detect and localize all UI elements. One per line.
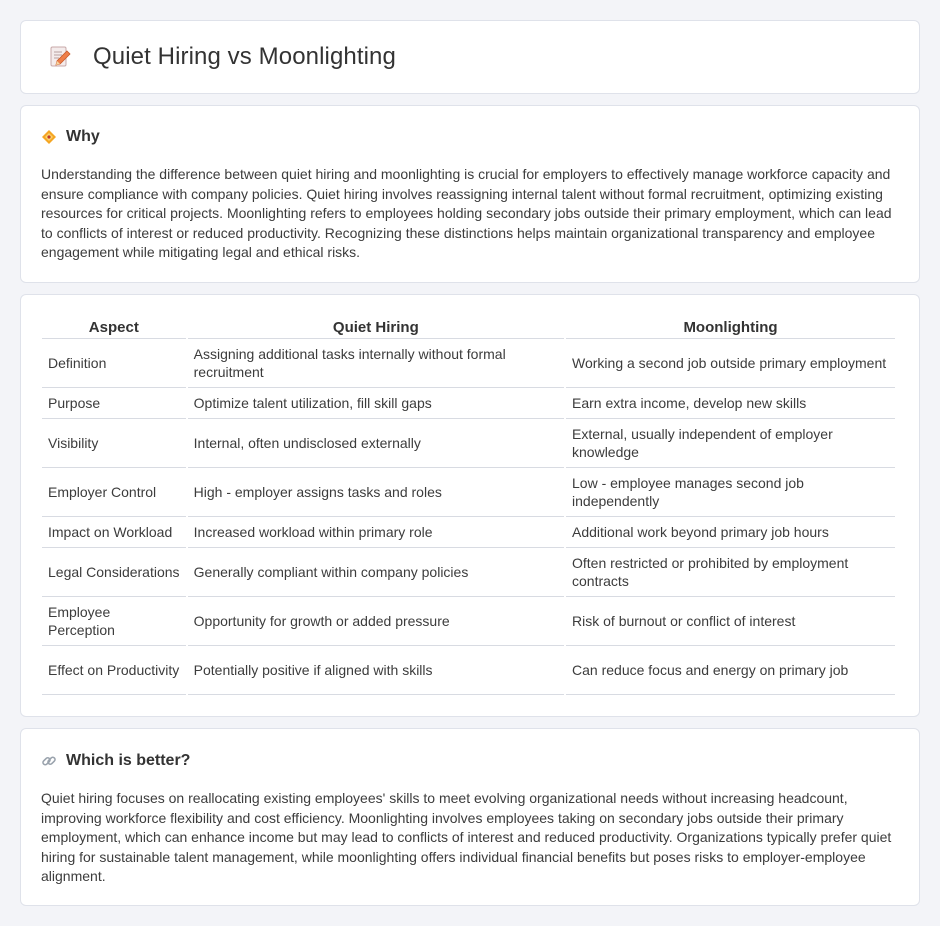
row-moonlighting: Earn extra income, develop new skills [566, 388, 895, 419]
why-header [41, 128, 899, 146]
comparison-table-card [20, 294, 920, 717]
link-icon [41, 753, 57, 769]
table-row [42, 339, 895, 388]
row-quiet-hiring: Internal, often undisclosed externally [188, 419, 564, 468]
row-quiet-hiring: Increased workload within primary role [188, 517, 564, 548]
row-quiet-hiring: Potentially positive if aligned with skills [188, 646, 564, 695]
memo-pencil-icon [47, 44, 73, 70]
row-quiet-hiring: Assigning additional tasks internally without formal recruitment [188, 339, 564, 388]
row-moonlighting: Can reduce focus and energy on primary job [566, 646, 895, 695]
table-row [42, 388, 895, 419]
better-text: Quiet hiring focuses on reallocating existing employees' skills to meet evolving organizational needs without increasing headcount, improving workforce flexibility and cost efficiency. Moonlighting involves employees taking on secondary jobs outside their primary employment, which can enhance income but may lead to conflicts of interest and reduced productivity. Organizations typically prefer quiet hiring for sustainable talent management, while moonlighting offers individual financial benefits but poses risks to employer-employee alignment. [41, 790, 892, 885]
row-aspect: Employee Perception [42, 597, 186, 646]
row-aspect: Legal Considerations [42, 548, 186, 597]
better-title: Which is better? [66, 752, 191, 769]
which-is-better-section [20, 728, 920, 906]
row-moonlighting: Low - employee manages second job independently [566, 468, 895, 517]
page-title: Quiet Hiring vs Moonlighting [93, 43, 396, 70]
why-section [20, 105, 920, 283]
row-quiet-hiring: Opportunity for growth or added pressure [188, 597, 564, 646]
header-card [20, 20, 920, 94]
row-moonlighting: Additional work beyond primary job hours [566, 517, 895, 548]
row-quiet-hiring: High - employer assigns tasks and roles [188, 468, 564, 517]
diamond-icon [41, 129, 57, 145]
row-aspect: Definition [42, 339, 186, 388]
row-moonlighting: Working a second job outside primary employment [566, 339, 895, 388]
table-header-row [42, 315, 895, 339]
row-moonlighting: Risk of burnout or conflict of interest [566, 597, 895, 646]
row-moonlighting: Often restricted or prohibited by employment contracts [566, 548, 895, 597]
row-aspect: Employer Control [42, 468, 186, 517]
row-quiet-hiring: Generally compliant within company policies [188, 548, 564, 597]
why-title: Why [66, 128, 100, 145]
header-quiet-hiring: Quiet Hiring [188, 315, 564, 339]
row-quiet-hiring: Optimize talent utilization, fill skill gaps [188, 388, 564, 419]
table-row [42, 646, 895, 695]
row-aspect: Purpose [42, 388, 186, 419]
header-moonlighting: Moonlighting [566, 315, 895, 339]
header-aspect: Aspect [42, 315, 186, 339]
row-moonlighting: External, usually independent of employer knowledge [566, 419, 895, 468]
comparison-table [40, 315, 897, 695]
row-aspect: Effect on Productivity [42, 646, 186, 695]
table-row [42, 597, 895, 646]
table-row [42, 517, 895, 548]
table-row [42, 419, 895, 468]
table-row [42, 548, 895, 597]
row-aspect: Visibility [42, 419, 186, 468]
why-text: Understanding the difference between quiet hiring and moonlighting is crucial for employers to effectively manage workforce capacity and ensure compliance with company policies. Quiet hiring involves reassigning internal talent without formal recruitment, optimizing existing resources for critical projects. Moonlighting refers to employees holding secondary jobs outside their primary employment, which can lead to conflicts of interest or reduced productivity. Recognizing these distinctions helps maintain organizational transparency and employee engagement while mitigating legal and ethical risks. [41, 166, 892, 261]
table-row [42, 468, 895, 517]
row-aspect: Impact on Workload [42, 517, 186, 548]
better-header [41, 752, 899, 770]
